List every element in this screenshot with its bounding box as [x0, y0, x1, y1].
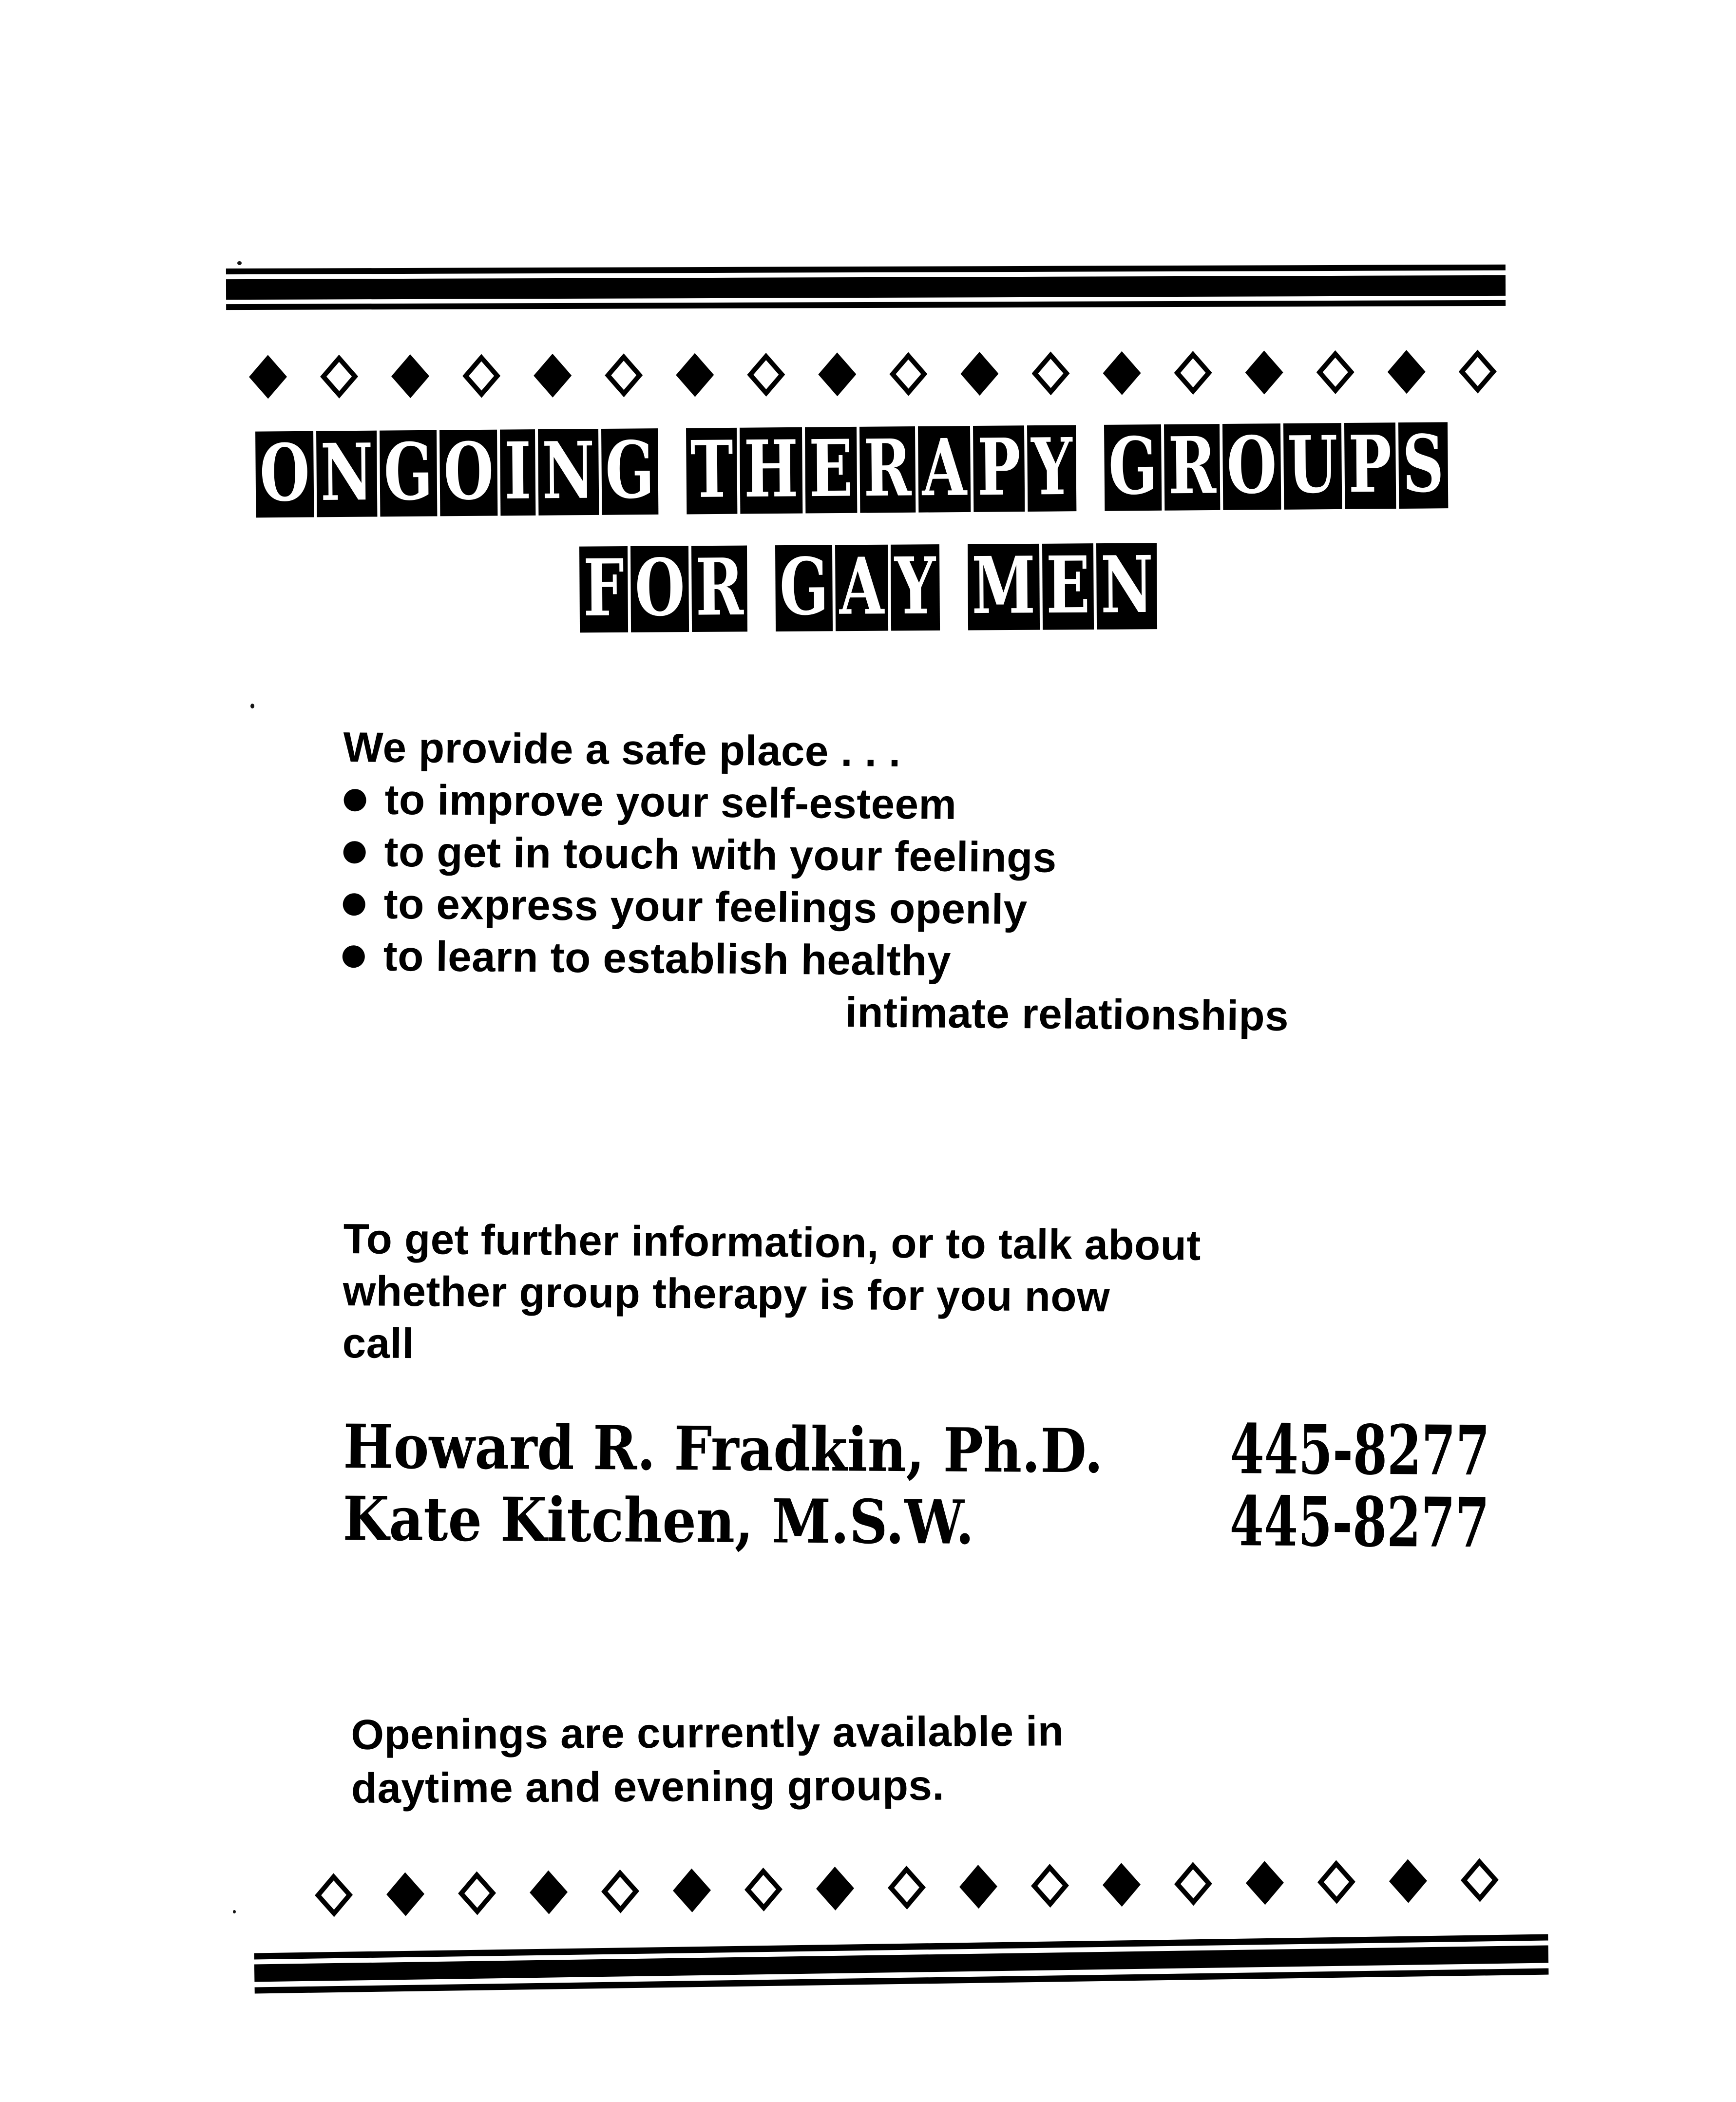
title-letter-tile: A — [918, 426, 971, 513]
diamond-filled-icon — [1245, 350, 1283, 394]
availability-line: Openings are currently available in — [351, 1707, 1064, 1758]
title-letter-tile: O — [630, 546, 689, 632]
title-letter-tile: H — [740, 427, 802, 514]
flyer-title-line-2 — [0, 539, 1736, 636]
word-gap — [659, 430, 685, 437]
title-letter-tile: G — [1104, 424, 1162, 511]
person-row — [343, 1411, 1490, 1490]
diamond-ornament-row-bottom — [314, 1855, 1499, 1920]
benefit-item: to improve your self-esteem — [343, 773, 1291, 834]
title-letter-tile: U — [1283, 423, 1342, 510]
benefit-item-continuation: intimate relationships — [845, 989, 1289, 1040]
title-letter-tile: T — [686, 428, 737, 515]
title-letter-tile: P — [1344, 422, 1396, 509]
diamond-outline-icon — [320, 355, 358, 399]
title-letter-tile: G — [601, 428, 659, 515]
diamond-filled-icon — [1389, 1859, 1427, 1903]
title-letter-tile: N — [316, 431, 377, 517]
title-letter-tile: Y — [1027, 425, 1077, 512]
word-gap — [748, 547, 774, 554]
diamond-filled-icon — [816, 1866, 854, 1911]
diamond-ornament-row-top — [249, 349, 1497, 399]
diamond-filled-icon — [1102, 1863, 1141, 1907]
diamond-outline-icon — [1174, 351, 1212, 395]
title-letter-tile: N — [1096, 543, 1157, 630]
diamond-outline-icon — [1317, 1860, 1355, 1904]
title-letter-tile: M — [968, 544, 1040, 631]
diamond-filled-icon — [959, 1865, 997, 1909]
title-letter-tile: G — [775, 545, 833, 631]
diamond-outline-icon — [1174, 1862, 1212, 1906]
title-letter-tile: O — [439, 430, 498, 516]
benefit-item: to get in touch with your feelings — [342, 825, 1290, 886]
diamond-outline-icon — [744, 1867, 782, 1911]
diamond-filled-icon — [391, 354, 429, 398]
diamond-filled-icon — [1388, 350, 1426, 394]
diamond-filled-icon — [1245, 1861, 1284, 1905]
person-phone-number: 445-8277 — [1230, 1410, 1490, 1491]
person-phone-number: 445-8277 — [1229, 1482, 1490, 1564]
diamond-outline-icon — [747, 353, 785, 397]
scan-speck — [250, 704, 254, 708]
title-letter-tile: I — [500, 429, 536, 516]
person-name: Kate Kitchen, M.S.W. — [343, 1483, 974, 1558]
diamond-filled-icon — [960, 352, 998, 396]
title-letter-tile: R — [859, 426, 916, 513]
contact-intro-section — [342, 1213, 1201, 1376]
title-letter-tile: N — [538, 429, 599, 516]
title-letter-tile: O — [255, 431, 314, 518]
contact-people — [343, 1411, 1490, 1562]
diamond-outline-icon — [1031, 351, 1069, 395]
title-letter-tile: E — [805, 427, 857, 514]
diamond-filled-icon — [1103, 351, 1141, 395]
title-letter-tile: O — [1222, 423, 1281, 510]
scan-speck — [237, 261, 242, 265]
title-letter-tile: G — [380, 430, 437, 517]
diamond-filled-icon — [818, 352, 856, 396]
availability-section — [351, 1704, 1064, 1815]
intro-heading: We provide a safe place . . . — [343, 723, 901, 776]
bottom-double-rule — [254, 1934, 1549, 1994]
diamond-filled-icon — [386, 1872, 425, 1916]
diamond-filled-icon — [249, 355, 287, 399]
title-letter-tile: F — [579, 546, 629, 632]
title-letter-tile: S — [1398, 422, 1448, 509]
diamond-outline-icon — [462, 354, 500, 398]
intro-section — [341, 721, 1291, 1042]
benefit-list — [341, 773, 1291, 990]
diamond-outline-icon — [601, 1869, 639, 1913]
title-letter-tile: R — [1164, 424, 1220, 511]
diamond-outline-icon — [887, 1865, 926, 1910]
diamond-outline-icon — [1030, 1864, 1069, 1908]
availability-line: daytime and evening groups. — [351, 1761, 945, 1812]
top-double-rule — [226, 265, 1506, 310]
benefit-item: to learn to establish healthy — [341, 930, 1289, 990]
diamond-outline-icon — [1460, 1858, 1499, 1902]
diamond-outline-icon — [889, 352, 927, 396]
diamond-outline-icon — [605, 353, 643, 397]
diamond-outline-icon — [458, 1871, 496, 1915]
diamond-outline-icon — [1459, 349, 1497, 393]
flyer-title-line-1 — [0, 417, 1720, 520]
benefit-item: to express your feelings openly — [342, 878, 1290, 938]
title-letter-tile: P — [973, 425, 1025, 512]
diamond-filled-icon — [676, 353, 714, 397]
word-gap — [941, 546, 966, 553]
diamond-outline-icon — [315, 1873, 353, 1917]
title-letter-tile: E — [1042, 543, 1094, 630]
person-name: Howard R. Fradkin, Ph.D. — [343, 1412, 1104, 1487]
person-row — [343, 1483, 1489, 1562]
diamond-outline-icon — [1316, 350, 1354, 394]
title-letter-tile: Y — [891, 544, 940, 631]
word-gap — [1077, 427, 1103, 434]
title-letter-tile: A — [835, 545, 888, 631]
contact-intro-line: To get further information, or to talk about — [343, 1215, 1202, 1269]
scan-speck — [233, 1910, 236, 1913]
diamond-filled-icon — [534, 354, 572, 398]
contact-intro-line: whether group therapy is for you now — [343, 1267, 1110, 1321]
diamond-filled-icon — [529, 1870, 568, 1914]
diamond-filled-icon — [672, 1868, 711, 1912]
title-letter-tile: R — [691, 546, 747, 632]
contact-intro-line: call — [342, 1319, 415, 1368]
